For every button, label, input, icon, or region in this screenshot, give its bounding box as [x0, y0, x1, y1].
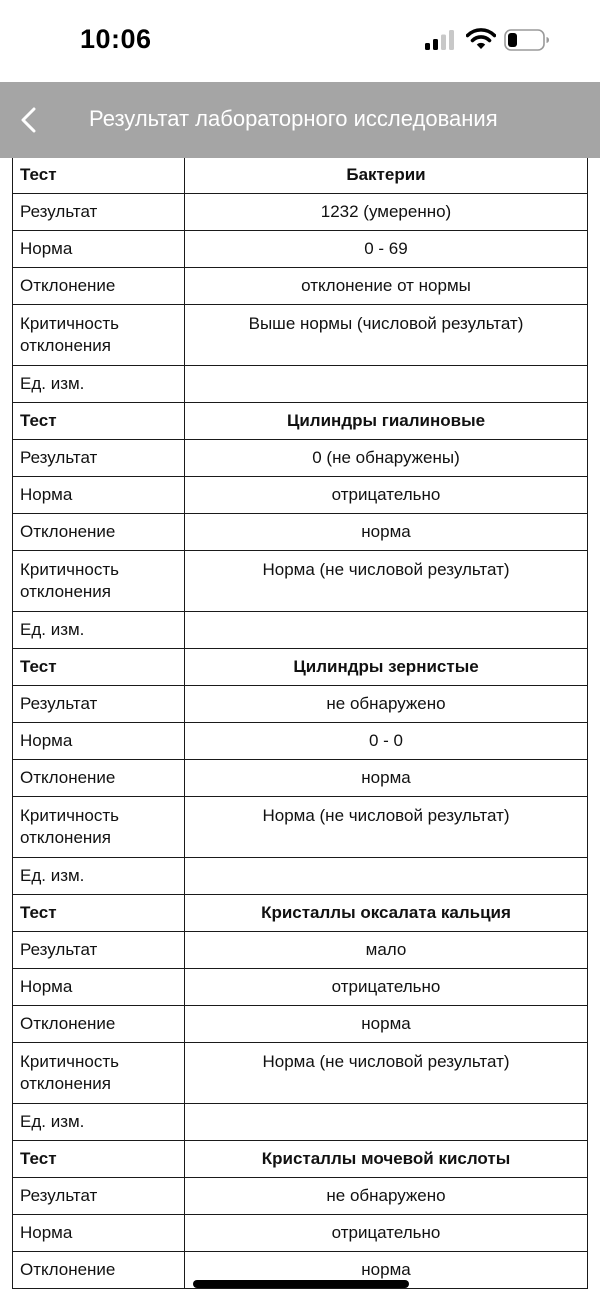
row-label-result: Результат: [13, 932, 185, 969]
row-label-units: Ед. изм.: [13, 1104, 185, 1141]
row-label-criticality: Критичность отклонения: [13, 797, 185, 858]
table-row-test: [13, 1141, 588, 1178]
table-row-result: [13, 1178, 588, 1215]
table-row-test: [13, 895, 588, 932]
row-label-test: Тест: [13, 1141, 185, 1178]
table-row-criticality: [13, 305, 588, 366]
row-label-criticality: Критичность отклонения: [13, 1043, 185, 1104]
units-value: [185, 858, 588, 895]
row-label-test: Тест: [13, 649, 185, 686]
criticality-value: Выше нормы (числовой результат): [185, 305, 588, 366]
row-label-norm: Норма: [13, 477, 185, 514]
table-row-deviation: [13, 514, 588, 551]
test-name: Цилиндры зернистые: [185, 649, 588, 686]
row-label-units: Ед. изм.: [13, 612, 185, 649]
table-row-criticality: [13, 551, 588, 612]
row-label-units: Ед. изм.: [13, 366, 185, 403]
norm-value: 0 - 69: [185, 231, 588, 268]
row-label-result: Результат: [13, 1178, 185, 1215]
table-row-deviation: [13, 1006, 588, 1043]
battery-icon: [504, 29, 550, 51]
deviation-value: норма: [185, 760, 588, 797]
results-table: [12, 158, 588, 1289]
row-label-result: Результат: [13, 194, 185, 231]
row-label-test: Тест: [13, 158, 185, 194]
table-row-result: [13, 194, 588, 231]
table-row-units: [13, 366, 588, 403]
table-row-result: [13, 686, 588, 723]
row-label-result: Результат: [13, 686, 185, 723]
deviation-value: норма: [185, 1006, 588, 1043]
norm-value: отрицательно: [185, 969, 588, 1006]
norm-value: отрицательно: [185, 477, 588, 514]
criticality-value: Норма (не числовой результат): [185, 551, 588, 612]
table-row-deviation: [13, 760, 588, 797]
wifi-icon: [466, 28, 496, 50]
row-label-deviation: Отклонение: [13, 268, 185, 305]
test-name: Бактерии: [185, 158, 588, 194]
row-label-deviation: Отклонение: [13, 1252, 185, 1289]
row-label-criticality: Критичность отклонения: [13, 551, 185, 612]
table-row-norm: [13, 1215, 588, 1252]
status-time: 10:06: [80, 24, 152, 54]
back-chevron-icon[interactable]: [14, 104, 44, 136]
table-row-test: [13, 403, 588, 440]
norm-value: отрицательно: [185, 1215, 588, 1252]
test-name: Кристаллы мочевой кислоты: [185, 1141, 588, 1178]
deviation-value: отклонение от нормы: [185, 268, 588, 305]
test-name: Кристаллы оксалата кальция: [185, 895, 588, 932]
row-label-criticality: Критичность отклонения: [13, 305, 185, 366]
result-value: не обнаружено: [185, 686, 588, 723]
row-label-units: Ед. изм.: [13, 858, 185, 895]
table-row-norm: [13, 723, 588, 760]
result-value: мало: [185, 932, 588, 969]
row-label-test: Тест: [13, 403, 185, 440]
row-label-result: Результат: [13, 440, 185, 477]
status-bar: [0, 0, 600, 82]
row-label-deviation: Отклонение: [13, 1006, 185, 1043]
deviation-value: норма: [185, 1252, 588, 1289]
units-value: [185, 612, 588, 649]
page-title: Результат лабораторного исследования: [89, 106, 498, 131]
row-label-deviation: Отклонение: [13, 760, 185, 797]
table-row-result: [13, 932, 588, 969]
table-row-units: [13, 858, 588, 895]
result-value: 1232 (умеренно): [185, 194, 588, 231]
result-value: не обнаружено: [185, 1178, 588, 1215]
norm-value: 0 - 0: [185, 723, 588, 760]
row-label-norm: Норма: [13, 723, 185, 760]
row-label-deviation: Отклонение: [13, 514, 185, 551]
units-value: [185, 1104, 588, 1141]
table-row-norm: [13, 477, 588, 514]
results-container[interactable]: [12, 158, 588, 1300]
navigation-bar: [0, 82, 600, 158]
row-label-norm: Норма: [13, 1215, 185, 1252]
row-label-test: Тест: [13, 895, 185, 932]
row-label-norm: Норма: [13, 969, 185, 1006]
table-row-deviation: [13, 268, 588, 305]
table-row-norm: [13, 231, 588, 268]
table-row-norm: [13, 969, 588, 1006]
cellular-signal-icon: [425, 30, 457, 50]
criticality-value: Норма (не числовой результат): [185, 1043, 588, 1104]
table-row-units: [13, 1104, 588, 1141]
home-indicator[interactable]: [193, 1280, 409, 1288]
table-row-test: [13, 649, 588, 686]
criticality-value: Норма (не числовой результат): [185, 797, 588, 858]
units-value: [185, 366, 588, 403]
table-row-result: [13, 440, 588, 477]
test-name: Цилиндры гиалиновые: [185, 403, 588, 440]
deviation-value: норма: [185, 514, 588, 551]
table-row-units: [13, 612, 588, 649]
table-row-criticality: [13, 1043, 588, 1104]
table-row-test: [13, 158, 588, 194]
result-value: 0 (не обнаружены): [185, 440, 588, 477]
row-label-norm: Норма: [13, 231, 185, 268]
table-row-criticality: [13, 797, 588, 858]
